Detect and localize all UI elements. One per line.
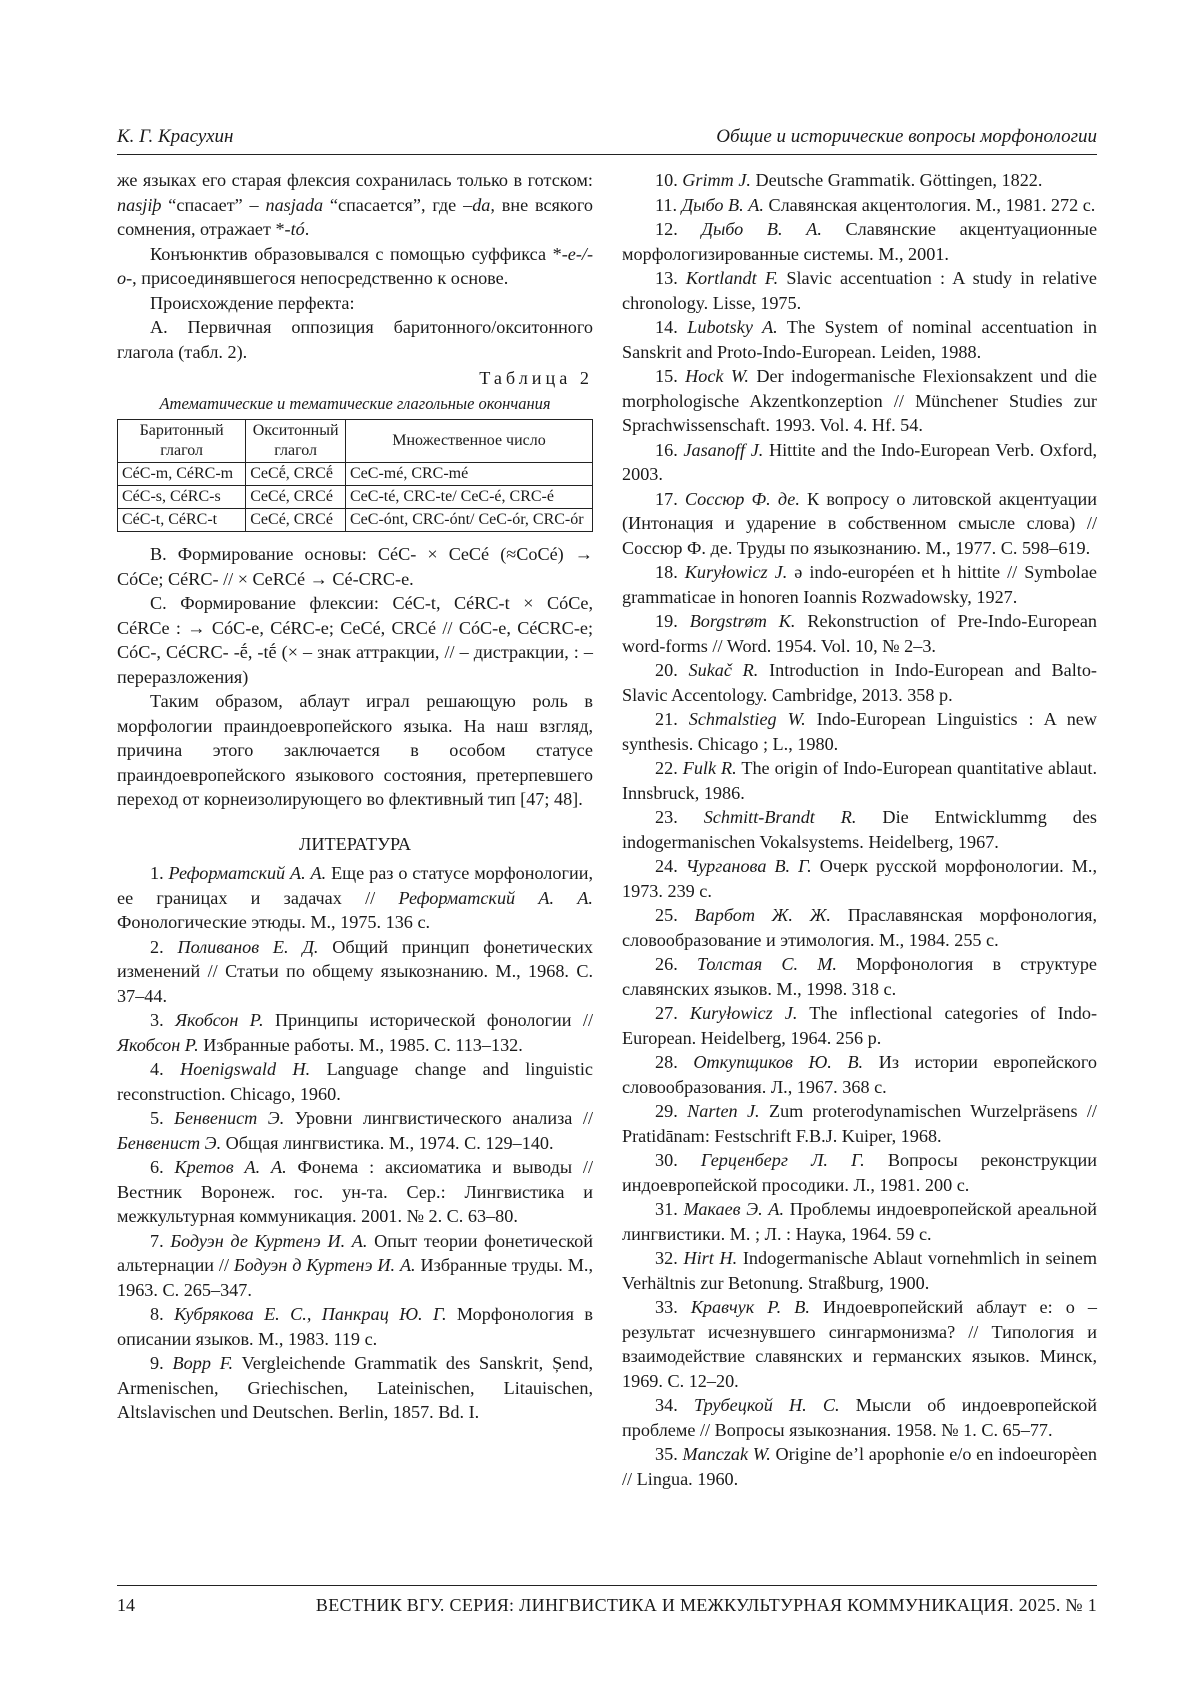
reference-item: 25. Варбот Ж. Ж. Праславянская морфонология, словообразование и этимология. М., 1984. 255 с. (622, 903, 1097, 952)
paragraph-conjunctive: Конъюнктив образовывался с помощью суффикса *-e-/-o-, присоединявшегося непосредственно к основе. (117, 242, 593, 291)
reference-item: 4. Hoenigswald H. Language change and linguistic reconstruction. Chicago, 1960. (117, 1057, 593, 1106)
header-author: К. Г. Красухин (117, 126, 233, 148)
right-column (622, 168, 1097, 1491)
reference-item: 22. Fulk R. The origin of Indo-European quantitative ablaut. Innsbruck, 1986. (622, 756, 1097, 805)
journal-title: ВЕСТНИК ВГУ. СЕРИЯ: ЛИНГВИСТИКА И МЕЖКУЛЬТУРНАЯ КОММУНИКАЦИЯ. 2025. № 1 (316, 1595, 1097, 1616)
reference-item: 11. Дыбо В. А. Славянская акцентология. М., 1981. 272 с. (622, 193, 1097, 218)
reference-item: 1. Реформатский А. А. Еще раз о статусе морфонологии, ее границах и задачах // Реформатский А. А. Фонологические этюды. М., 1975. 136 с. (117, 861, 593, 935)
table-cell: CéC-t, CéRC-t (118, 509, 246, 532)
running-header (117, 124, 1097, 155)
reference-item: 29. Narten J. Zum proterodynamischen Wurzelpräsens // Pratidānam: Festschrift F.B.J. Kuiper, 1968. (622, 1099, 1097, 1148)
reference-item: 21. Schmalstieg W. Indo-European Linguistics : A new synthesis. Chicago ; L., 1980. (622, 707, 1097, 756)
table-title: Атематические и тематические глагольные окончания (117, 392, 593, 417)
reference-item: 31. Макаев Э. А. Проблемы индоевропейской ареальной лингвистики. М. ; Л. : Наука, 1964. 59 с. (622, 1197, 1097, 1246)
reference-item: 14. Lubotsky A. The System of nominal accentuation in Sanskrit and Proto-Indo-European. Leiden, 1988. (622, 315, 1097, 364)
reference-item: 6. Кретов А. А. Фонема : аксиоматика и выводы // Вестник Воронеж. гос. ун-та. Сер.: Лингвистика и межкультурная коммуникация. 2001. № 2. С. 63–80. (117, 1155, 593, 1229)
paragraph-perfect-origin: Происхождение перфекта: (117, 291, 593, 316)
table-cell: CéC-s, CéRC-s (118, 486, 246, 509)
table-cell: CeCḗ, CRCḗ (246, 463, 346, 486)
reference-item: 30. Герценберг Л. Г. Вопросы реконструкции индоевропейской просодики. Л., 1981. 200 с. (622, 1148, 1097, 1197)
reference-item: 18. Kuryłowicz J. ə indo-européen et h hittite // Symbolae grammaticae in honoren Ioannis Rozwadowsky, 1927. (622, 560, 1097, 609)
table-row (118, 463, 593, 486)
table-cell: CeC-té, CRC-te/ CeC-é, CRC-é (346, 486, 593, 509)
header-section-title: Общие и исторические вопросы морфонологии (716, 126, 1097, 148)
table-header-cell: Баритонный глагол (118, 420, 246, 463)
running-footer (117, 1585, 1097, 1586)
reference-item: 20. Sukač R. Introduction in Indo-European and Balto-Slavic Accentology. Cambridge, 2013. 358 p. (622, 658, 1097, 707)
reference-item: 19. Borgstrøm K. Rekonstruction of Pre-Indo-European word-forms // Word. 1954. Vol. 10, № 2–3. (622, 609, 1097, 658)
paragraph-point-b: B. Формирование основы: CéC- × CeCé (≈CoCé) → CóCe; CéRC- // × CeRCé → Cé-CRC-e. (117, 542, 593, 591)
paragraph-gothic-inflection: же языках его старая флексия сохранилась только в готском: nasjiþ “спасает” – nasjada “спасается”, где –da, вне всякого сомнения, отражает *-tó. (117, 168, 593, 242)
reference-item: 12. Дыбо В. А. Славянские акцентуационные морфологизированные системы. М., 2001. (622, 217, 1097, 266)
reference-item: 13. Kortlandt F. Slavic accentuation : A study in relative chronology. Lisse, 1975. (622, 266, 1097, 315)
table-header-cell: Окситонный глагол (246, 420, 346, 463)
references-list-left (117, 861, 593, 1425)
table-row (118, 509, 593, 532)
reference-item: 9. Bopp F. Vergleichende Grammatik des Sanskrit, Șend, Armenischen, Griechischen, Lateinischen, Litauischen, Altslavischen und Deutschen. Berlin, 1857. Bd. I. (117, 1351, 593, 1425)
reference-item: 2. Поливанов Е. Д. Общий принцип фонетических изменений // Статьи по общему языкознанию. М., 1968. С. 37–44. (117, 935, 593, 1009)
reference-item: 3. Якобсон Р. Принципы исторической фонологии // Якобсон Р. Избранные работы. М., 1985. С. 113–132. (117, 1008, 593, 1057)
reference-item: 7. Бодуэн де Куртенэ И. А. Опыт теории фонетической альтернации // Бодуэн д Куртенэ И. А. Избранные труды. М., 1963. С. 265–347. (117, 1229, 593, 1303)
reference-item: 28. Откупщиков Ю. В. Из истории европейского словообразования. Л., 1967. 368 с. (622, 1050, 1097, 1099)
table-header-row (118, 420, 593, 463)
paragraph-conclusion: Таким образом, аблаут играл решающую роль в морфологии праиндоевропейского языка. На наш взгляд, причина этого заключается в особом статусе праиндоевропейского языкового состояния, претерпевшего переход от корнеизолирующего во флективный тип [47; 48]. (117, 689, 593, 812)
reference-item: 26. Толстая С. М. Морфонология в структуре славянских языков. М., 1998. 318 с. (622, 952, 1097, 1001)
reference-item: 8. Кубрякова Е. С., Панкрац Ю. Г. Морфонология в описании языков. М., 1983. 119 с. (117, 1302, 593, 1351)
table-cell: CéC-m, CéRC-m (118, 463, 246, 486)
table-cell: CeCé, CRCé (246, 486, 346, 509)
table-row (118, 486, 593, 509)
reference-item: 32. Hirt H. Indogermanische Ablaut vornehmlich in seinem Verhältnis zur Betonung. Straßburg, 1900. (622, 1246, 1097, 1295)
reference-item: 15. Hock W. Der indogermanische Flexionsakzent und die morphologische Akzentkonzeption // Münchener Studies zur Sprachwissenschaft. 1993. Vol. 4. Hf. 54. (622, 364, 1097, 438)
reference-item: 35. Manczak W. Origine de’l apophonie e/o en indoeuropèen // Lingua. 1960. (622, 1442, 1097, 1491)
table-caption: Таблица 2 (117, 366, 593, 391)
table-cell: CeC-ónt, CRC-ónt/ CeC-ór, CRC-ór (346, 509, 593, 532)
references-list-right (622, 168, 1097, 1491)
reference-item: 16. Jasanoff J. Hittite and the Indo-European Verb. Oxford, 2003. (622, 438, 1097, 487)
reference-item: 34. Трубецкой Н. С. Мысли об индоевропейской проблеме // Вопросы языкознания. 1958. № 1. С. 65–77. (622, 1393, 1097, 1442)
table-header-cell: Множественное число (346, 420, 593, 463)
reference-item: 33. Кравчук Р. В. Индоевропейский аблаут e: o – результат исчезнувшего сингармонизма? // Типология и взаимодействие славянских и германских языков. Минск, 1969. С. 12–20. (622, 1295, 1097, 1393)
reference-item: 17. Соссюр Ф. де. К вопросу о литовской акцентуации (Интонация и ударение в собственном смысле слова) // Соссюр Ф. де. Труды по языкознанию. М., 1977. С. 598–619. (622, 487, 1097, 561)
table-cell: CeC-mé, CRC-mé (346, 463, 593, 486)
reference-item: 24. Чурганова В. Г. Очерк русской морфонологии. М., 1973. 239 с. (622, 854, 1097, 903)
reference-item: 5. Бенвенист Э. Уровни лингвистического анализа // Бенвенист Э. Общая лингвистика. М., 1974. С. 129–140. (117, 1106, 593, 1155)
paragraph-point-c: C. Формирование флексии: CéC-t, CéRC-t × CóCe, CéRCe : → CóC-e, CéRC-e; CeCé, CRCé // CóC-e, CéCRC-e; CóC-, CéCRC- -ḗ, -tḗ (× – знак аттракции, // – дистракции, : – переразложения) (117, 591, 593, 689)
left-column (117, 168, 593, 1425)
reference-item: 23. Schmitt-Brandt R. Die Entwicklummg des indogermanischen Vokalsystems. Heidelberg, 1967. (622, 805, 1097, 854)
page-number: 14 (117, 1595, 135, 1616)
table-cell: CeCé, CRCé (246, 509, 346, 532)
reference-item: 27. Kuryłowicz J. The inflectional categories of Indo-European. Heidelberg, 1964. 256 p. (622, 1001, 1097, 1050)
paragraph-point-a: А. Первичная оппозиция баритонного/окситонного глагола (табл. 2). (117, 315, 593, 364)
reference-item: 10. Grimm J. Deutsche Grammatik. Göttingen, 1822. (622, 168, 1097, 193)
verb-endings-table (117, 419, 593, 532)
references-heading: ЛИТЕРАТУРА (117, 832, 593, 857)
